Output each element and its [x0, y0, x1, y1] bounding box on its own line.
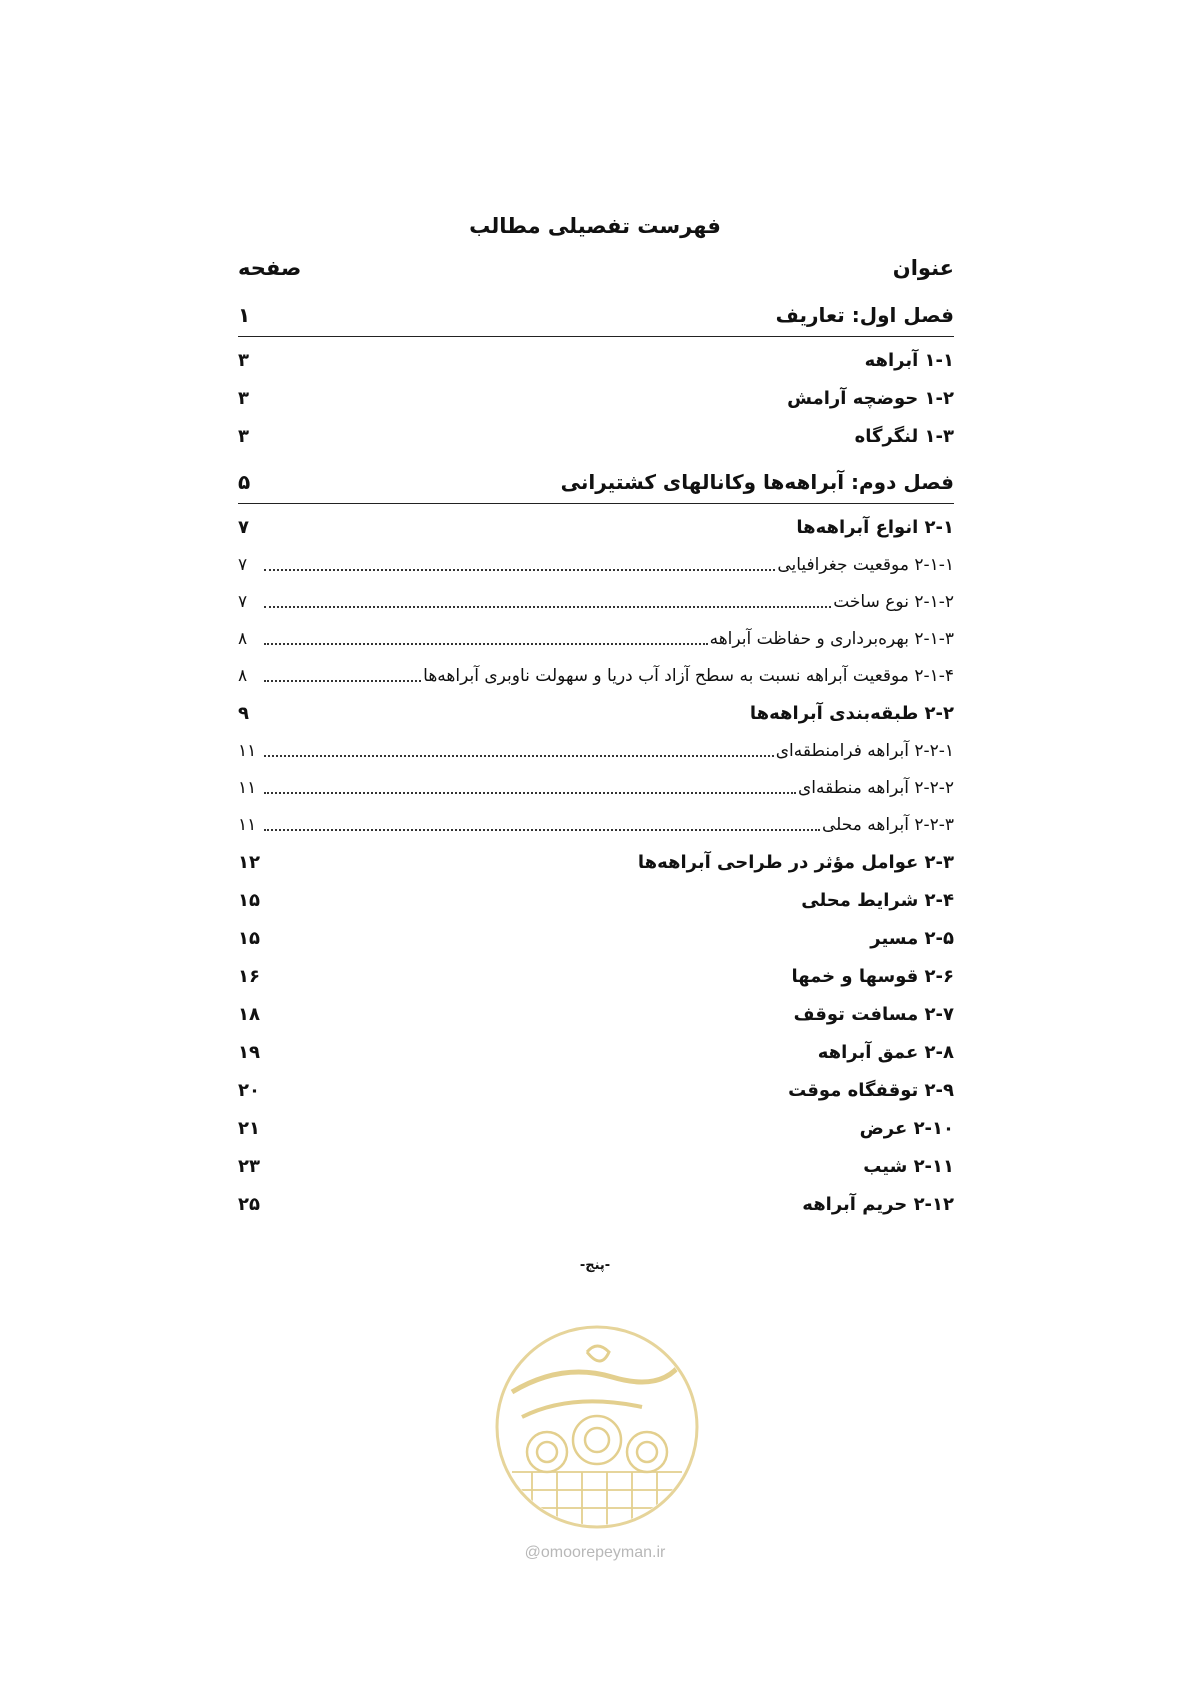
toc-subsection[interactable] [238, 620, 954, 657]
toc-entry-label: ۱-۳ لنگرگاه [854, 425, 954, 447]
toc-subsection[interactable] [238, 806, 954, 843]
toc-section[interactable] [238, 957, 954, 995]
toc-entry-label: ۲-۹ توقفگاه موقت [788, 1079, 954, 1101]
toc-section[interactable] [238, 379, 954, 417]
toc-entry-label: ۲-۷ مسافت توقف [793, 1003, 954, 1025]
toc-section[interactable] [238, 1033, 954, 1071]
table-of-contents [238, 252, 954, 1223]
column-header-title: عنوان [892, 256, 954, 280]
dot-leader [264, 829, 820, 831]
toc-entry-label: ۲-۲-۳ آبراهه محلی [822, 814, 954, 835]
toc-section[interactable] [238, 881, 954, 919]
watermark-url: @omoorepeyman.ir [524, 1544, 666, 1561]
column-header-page: صفحه [238, 256, 302, 280]
dot-leader [264, 755, 774, 757]
watermark-logo-icon [492, 1322, 702, 1532]
toc-entry-label: ۱-۲ حوضچه آرامش [787, 387, 954, 409]
toc-section[interactable] [238, 919, 954, 957]
dot-leader [264, 569, 775, 571]
toc-entry-page: ۸ [238, 665, 248, 686]
dot-leader [264, 643, 708, 645]
toc-section[interactable] [238, 417, 954, 455]
toc-entry-label: ۲-۲-۲ آبراهه منطقه‌ای [797, 777, 954, 798]
toc-entry-page: ۱۱ [238, 814, 257, 835]
toc-entry-label: ۲-۳ عوامل مؤثر در طراحی آبراهه‌ها [637, 851, 954, 873]
toc-entry-label: فصل دوم: آبراهه‌ها وکانالهای کشتیرانی [560, 470, 954, 494]
toc-entry-label: ۲-۱-۴ موقعیت آبراهه نسبت به سطح آزاد آب دریا و سهولت ناوبری آبراهه‌ها [423, 665, 954, 686]
toc-entry-page: ۲۳ [238, 1155, 260, 1177]
page-number-footer: -پنج- [579, 1258, 611, 1273]
toc-entry-page: ۱۶ [238, 965, 260, 987]
toc-section[interactable] [238, 1147, 954, 1185]
page-title: فهرست تفصیلی مطالب [469, 214, 721, 238]
toc-entry-page: ۱۸ [238, 1003, 260, 1025]
toc-entry-page: ۸ [238, 628, 248, 649]
toc-entry-label: فصل اول: تعاریف [775, 303, 954, 327]
toc-entry-label: ۲-۶ قوسها و خمها [791, 965, 954, 987]
toc-entry-page: ۱۹ [238, 1041, 260, 1063]
toc-section[interactable] [238, 1185, 954, 1223]
toc-entry-label: ۱-۱ آبراهه [864, 349, 954, 371]
toc-subsection[interactable] [238, 657, 954, 694]
toc-entry-page: ۱۵ [238, 889, 260, 911]
toc-section[interactable] [238, 995, 954, 1033]
toc-entry-label: ۲-۴ شرایط محلی [801, 889, 954, 911]
toc-entry-page: ۷ [238, 516, 249, 538]
toc-entry-page: ۱۱ [238, 740, 257, 761]
toc-entry-label: ۲-۱-۱ موقعیت جغرافیایی [777, 554, 954, 575]
toc-entry-label: ۲-۱-۳ بهره‌برداری و حفاظت آبراهه [709, 628, 954, 649]
toc-entry-page: ۹ [238, 702, 249, 724]
toc-chapter-1[interactable] [238, 294, 954, 337]
toc-entry-page: ۱ [238, 303, 251, 327]
toc-header [238, 252, 954, 294]
toc-entry-page: ۱۲ [238, 851, 260, 873]
toc-entry-label: ۲-۱ انواع آبراهه‌ها [796, 516, 954, 538]
toc-entry-label: ۲-۸ عمق آبراهه [817, 1041, 954, 1063]
toc-section[interactable] [238, 341, 954, 379]
toc-entry-page: ۷ [238, 554, 248, 575]
toc-entry-label: ۲-۲-۱ آبراهه فرامنطقه‌ای [775, 740, 954, 761]
toc-entry-label: ۲-۱۲ حریم آبراهه [802, 1193, 954, 1215]
toc-section[interactable] [238, 508, 954, 546]
toc-entry-label: ۲-۱-۲ نوع ساخت [833, 591, 954, 612]
toc-entry-label: ۲-۱۰ عرض [859, 1117, 954, 1139]
toc-subsection[interactable] [238, 583, 954, 620]
toc-section[interactable] [238, 1071, 954, 1109]
toc-entry-page: ۳ [238, 425, 249, 447]
dot-leader [264, 606, 831, 608]
toc-subsection[interactable] [238, 546, 954, 583]
toc-entry-label: ۲-۲ طبقه‌بندی آبراهه‌ها [749, 702, 954, 724]
toc-section[interactable] [238, 843, 954, 881]
toc-section[interactable] [238, 694, 954, 732]
toc-entry-page: ۵ [238, 470, 251, 494]
toc-entry-page: ۲۱ [238, 1117, 260, 1139]
toc-entry-page: ۲۰ [238, 1079, 260, 1101]
toc-entry-page: ۲۵ [238, 1193, 260, 1215]
toc-subsection[interactable] [238, 732, 954, 769]
toc-subsection[interactable] [238, 769, 954, 806]
dot-leader [264, 680, 421, 682]
toc-entry-label: ۲-۵ مسیر [870, 927, 954, 949]
toc-entry-label: ۲-۱۱ شیب [863, 1155, 954, 1177]
toc-entry-page: ۱۱ [238, 777, 257, 798]
toc-entry-page: ۱۵ [238, 927, 260, 949]
toc-chapter-2[interactable] [238, 461, 954, 504]
toc-entry-page: ۷ [238, 591, 248, 612]
toc-entry-page: ۳ [238, 349, 249, 371]
toc-entry-page: ۳ [238, 387, 249, 409]
toc-section[interactable] [238, 1109, 954, 1147]
dot-leader [264, 792, 796, 794]
